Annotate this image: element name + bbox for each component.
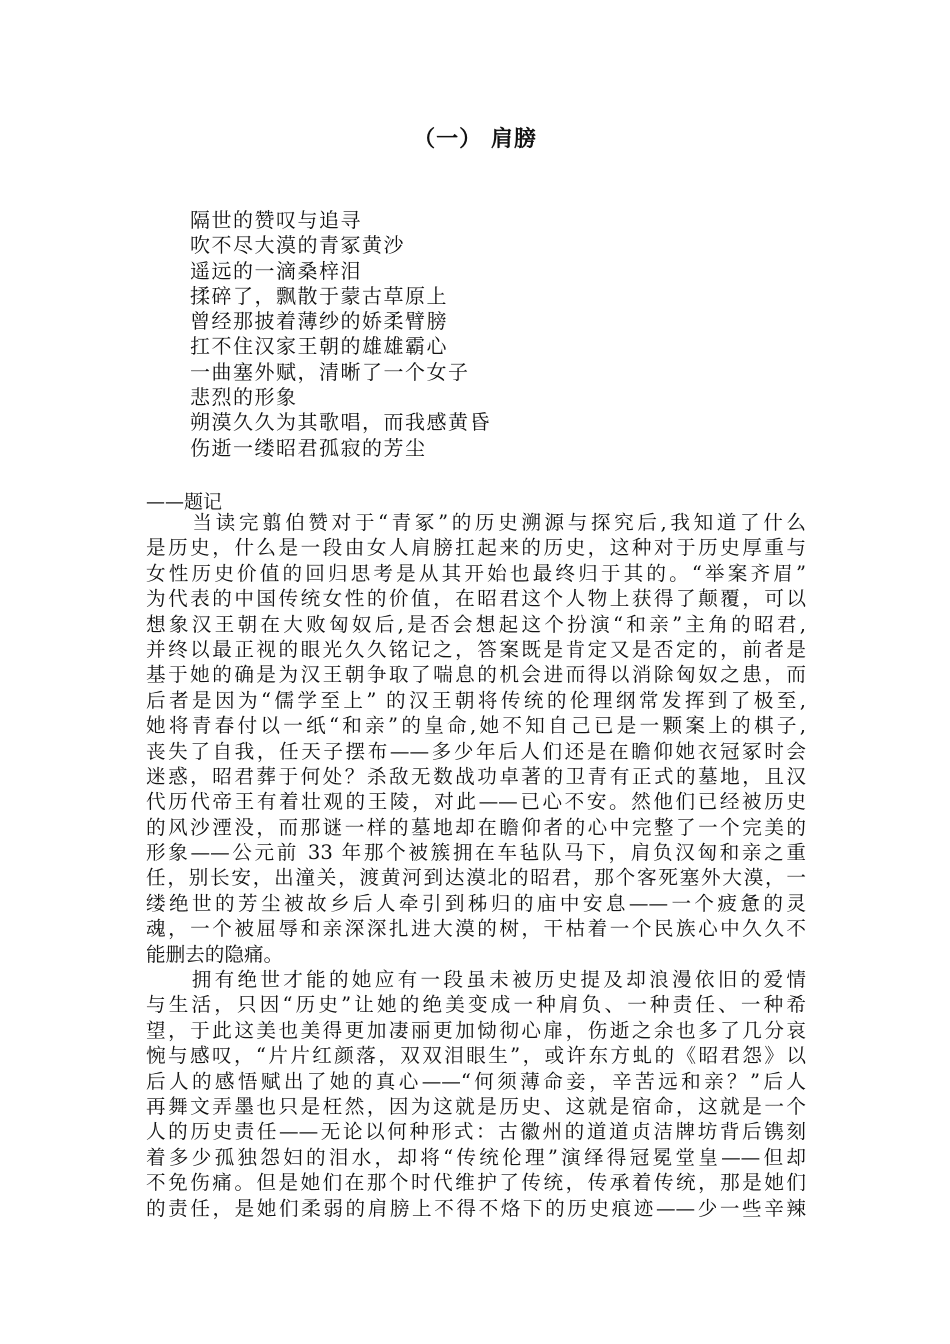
paragraph-line: 惋与感叹，“片片红颜落，双双泪眼生”，或许东方虬的《昭君怨》以 xyxy=(146,1044,806,1068)
paragraph-line: 丧失了自我，任天子摆布——多少年后人们还是在瞻仰她衣冠冢时会 xyxy=(146,739,806,763)
poem-epigraph xyxy=(190,208,750,461)
paragraph-line: 再舞文弄墨也只是枉然，因为这就是历史、这就是宿命，这就是一个 xyxy=(146,1094,806,1118)
paragraph-line: 缕绝世的芳尘被故乡后人牵引到秭归的庙中安息——一个疲惫的灵 xyxy=(146,891,806,915)
paragraph-line: 她将青春付以一纸“和亲”的皇命,她不知自己已是一颗案上的棋子, xyxy=(146,714,806,738)
paragraph-line: 拥有绝世才能的她应有一段虽未被历史提及却浪漫依旧的爱情 xyxy=(146,968,806,992)
epigraph-signature: ——题记 xyxy=(146,491,223,513)
poem-line: 隔世的赞叹与追寻 xyxy=(190,208,362,232)
paragraph-line: 后人的感悟赋出了她的真心——“何须薄命妾，辛苦远和亲？”后人 xyxy=(146,1069,806,1093)
paragraph-line: 魂，一个被屈辱和亲深深扎进大漠的树，干枯着一个民族心中久久不 xyxy=(146,917,806,941)
paragraph-line: 想象汉王朝在大败匈奴后,是否会想起这个扮演“和亲”主角的昭君, xyxy=(146,612,806,636)
paragraph-line: 为代表的中国传统女性的价值，在昭君这个人物上获得了颠覆，可以 xyxy=(146,587,806,611)
paragraph-line: 基于她的确是为汉王朝争取了喘息的机会进而得以消除匈奴之患，而 xyxy=(146,663,806,687)
paragraph-line: 女性历史价值的回归思考是从其开始也最终归于其的。“举案齐眉” xyxy=(146,561,806,585)
paragraph-line: 人的历史责任——无论以何种形式：古徽州的道道贞洁牌坊背后镌刻 xyxy=(146,1120,806,1144)
paragraph-line: 的风沙湮没，而那谜一样的墓地却在瞻仰者的心中完整了一个完美的 xyxy=(146,815,806,839)
poem-line: 一曲塞外赋，清晰了一个女子 xyxy=(190,359,470,384)
paragraph-line: 与生活，只因“历史”让她的绝美变成一种肩负、一种责任、一种希 xyxy=(146,993,806,1017)
paragraph-line: 代历代帝王有着壮观的王陵，对此——已心不安。然他们已经被历史 xyxy=(146,790,806,814)
paragraph-line: 形象——公元前 33 年那个被簇拥在车毡队马下，肩负汉匈和亲之重 xyxy=(146,841,806,865)
poem-line: 伤逝一缕昭君孤寂的芳尘 xyxy=(190,435,427,460)
paragraph-line: 不免伤痛。但是她们在那个时代维护了传统，传承着传统，那是她们 xyxy=(146,1171,806,1195)
poem-line: 揉碎了，飘散于蒙古草原上 xyxy=(190,283,448,308)
poem-line: 曾经那披着薄纱的娇柔臂膀 xyxy=(190,309,448,334)
poem-line: 吹不尽大漠的青冢黄沙 xyxy=(190,233,405,258)
chapter-title: （一） 肩膀 xyxy=(413,127,537,152)
paragraph-line: 望，于此这美也美得更加凄丽更加恸彻心扉，伤逝之余也多了几分哀 xyxy=(146,1018,806,1042)
body-text xyxy=(146,510,806,1221)
poem-line: 悲烈的形象 xyxy=(190,385,298,410)
paragraph-line: 迷惑，昭君葬于何处？杀敌无数战功卓著的卫青有正式的墓地，且汉 xyxy=(146,764,806,788)
paragraph-line: 当读完翦伯赞对于“青冢”的历史溯源与探究后,我知道了什么 xyxy=(146,511,806,534)
poem-line: 扛不住汉家王朝的雄雄霸心 xyxy=(190,334,448,359)
paragraph-line: 能删去的隐痛。 xyxy=(146,942,284,966)
paragraph-line: 的责任，是她们柔弱的肩膀上不得不烙下的历史痕迹——少一些辛辣 xyxy=(146,1196,806,1220)
paragraph-line: 任，别长安，出潼关，渡黄河到达漠北的昭君，那个客死塞外大漠，一 xyxy=(146,866,806,890)
paragraph-line: 着多少孤独怨妇的泪水，却将“传统伦理”演绎得冠冕堂皇——但却 xyxy=(146,1145,806,1169)
paragraph-line: 是历史，什么是一段由女人肩膀扛起来的历史，这种对于历史厚重与 xyxy=(146,536,806,560)
paragraph-line: 后者是因为“儒学至上” 的汉王朝将传统的伦理纲常发挥到了极至, xyxy=(146,688,806,712)
poem-line: 朔漠久久为其歌唱，而我感黄昏 xyxy=(190,410,491,435)
poem-line: 遥远的一滴桑梓泪 xyxy=(190,258,362,283)
paragraph-line: 并终以最正视的眼光久久铭记之，答案既是肯定又是否定的，前者是 xyxy=(146,637,806,661)
